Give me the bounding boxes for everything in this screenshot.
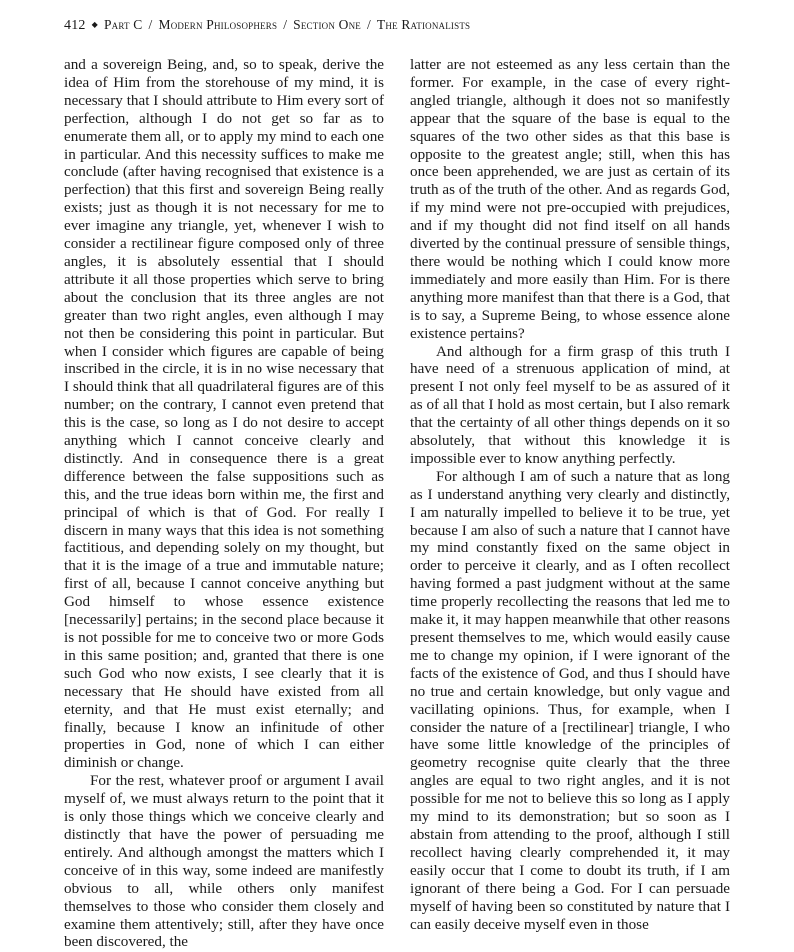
paragraph: latter are not esteemed as any less certain than the former. For example, in the case of every right-angled triangle, although it does not so manifestly appear that the square of the base is equal to the squares of the two other sides as that this base is opposite to the greatest angle; still, when this has once been apprehended, we are just as certain of its truth as of the truth of the other. And as regards God, if my mind were not pre-occupied with prejudices, and if my thought did not find itself on all hands diverted by the continual pressure of sensible things, there would be nothing which I could know more immediately and more easily than Him. For is there anything more manifest than that there is a God, that is to say, a Supreme Being, to whose essence alone existence pertains? (410, 56, 730, 342)
header-separator: / (366, 17, 371, 32)
paragraph: For although I am of such a nature that as long as I understand anything very clearly and distinctly, I am naturally impelled to believe it to be true, yet because I am also of such a nature that I cannot have my mind constantly fixed on the same object in order to perceive it clearly, and as I often recollect having formed a past judgment without at the same time properly recollecting the reasons that led me to make it, it may happen meanwhile that other reasons present themselves to me, which would easily cause me to change my opinion, if I were ignorant of the facts of the existence of God, and thus I should have no true and certain knowledge, but only vague and vacillating opinions. Thus, for example, when I consider the nature of a [rectilinear] triangle, I who have some little knowledge of the principles of geometry recognise quite clearly that the three angles are equal to two right angles, and it is not possible for me not to believe this so long as I apply my mind to its demonstration; but so soon as I abstain from attending to the proof, although I still recollect having clearly comprehended it, it may easily occur that I come to doubt its truth, if I am ignorant of there being a God. For I can persuade myself of having been so constituted by nature that I can easily deceive myself even in those (410, 467, 730, 933)
header-title: Modern Philosophers (158, 17, 278, 32)
paragraph: And although for a firm grasp of this truth I have need of a strenuous application of mind, at present I not only feel myself to be as assured of it as of all that I hold as most certain, but I also remark that the certainty of all other things depends on it so absolutely, that without this knowledge it is impossible ever to know anything perfectly. (410, 342, 730, 467)
header-section: Section One (293, 17, 361, 32)
diamond-bullet-icon: ◆ (91, 20, 98, 29)
header-subsection: The Rationalists (376, 17, 471, 32)
paragraph: For the rest, whatever proof or argument I avail myself of, we must always return to the point that it is only those things which we conceive clearly and distinctly that have the power of persuading me entirely. And although amongst the matters which I conceive of in this way, some indeed are manifestly obvious to all, while others only manifest themselves to those who consider them closely and examine them attentively; still, after they have once been discovered, the (64, 772, 384, 951)
left-text-column (64, 56, 384, 951)
running-header (64, 17, 744, 34)
header-separator: / (283, 17, 288, 32)
page-number: 412 (64, 18, 86, 33)
header-part: Part C (103, 17, 143, 32)
paragraph: and a sovereign Being, and, so to speak, derive the idea of Him from the storehouse of my mind, it is necessary that I should attribute to Him every sort of perfection, although I do not get so far as to enumerate them all, or to apply my mind to each one in particular. And this necessity suffices to make me conclude (after having recognised that existence is a perfection) that this first and sovereign Being really exists; just as though it is not necessary for me to ever imagine any triangle, yet, whenever I wish to consider a rectilinear figure composed only of three angles, it is absolutely essential that I should attribute it all those properties which serve to bring about the conclusion that its three angles are not greater than two right angles, even although I may not then be considering this point in particular. But when I consider which figures are capable of being inscribed in the circle, it is in no wise necessary that I should think that all quadrilateral figures are of this number; on the contrary, I cannot even pretend that this is the case, so long as I do not desire to accept anything which I cannot conceive clearly and distinctly. And in consequence there is a great difference between the false suppositions such as this, and the true ideas born within me, the first and principal of which is that of God. For really I discern in many ways that this idea is not something factitious, and depending solely on my thought, but that it is the image of a true and immutable nature; first of all, because I cannot conceive anything but God himself to whose essence existence [necessarily] pertains; in the second place because it is not possible for me to conceive two or more Gods in this same position; and, granted that there is one such God who now exists, I see clearly that it is necessary that He should have existed from all eternity, and that He must exist eternally; and finally, because I know an infinitude of other properties in God, none of which I can either diminish or change. (64, 56, 384, 772)
right-text-column (410, 56, 730, 933)
header-separator: / (148, 17, 153, 32)
